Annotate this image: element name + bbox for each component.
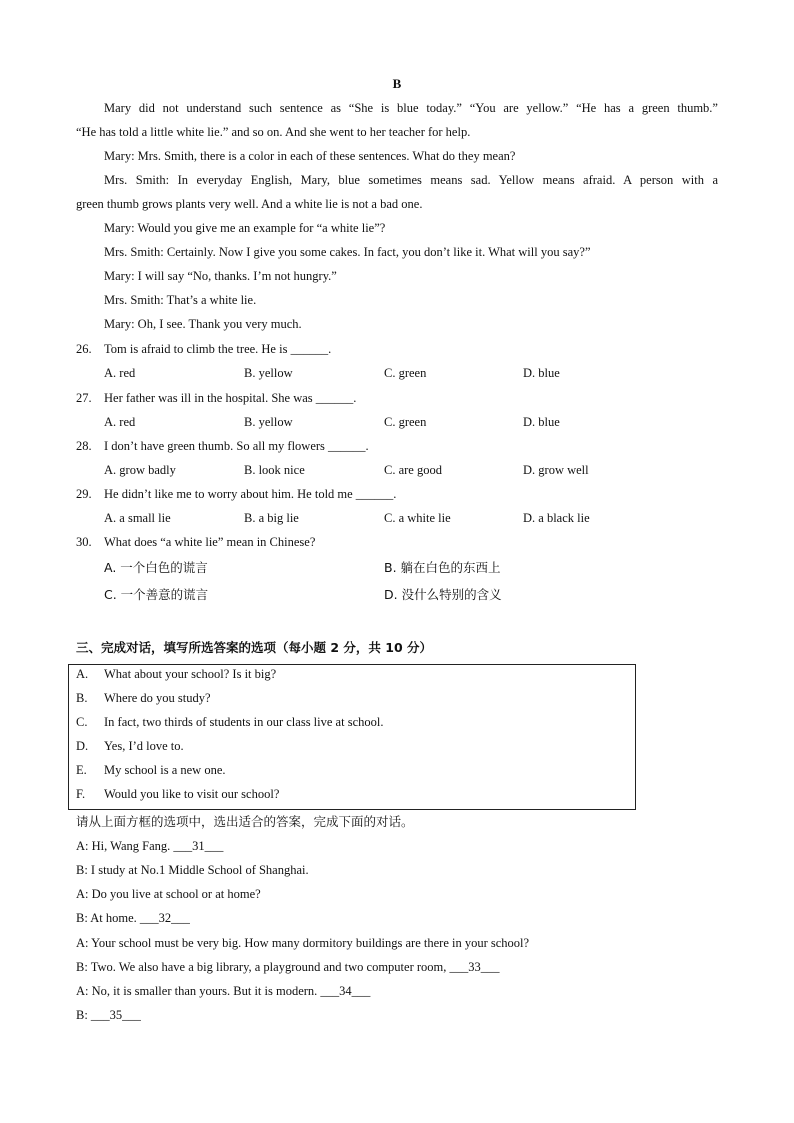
passage-line bbox=[104, 100, 718, 116]
option-c: C. are good bbox=[384, 463, 442, 477]
question-number: 27. bbox=[76, 391, 92, 405]
option-b: B. look nice bbox=[244, 463, 305, 477]
option-a: A. grow badly bbox=[104, 463, 176, 477]
box-option-letter: A. bbox=[76, 667, 89, 681]
option-d: D. 没什么特别的含义 bbox=[384, 587, 502, 602]
dialogue-line: B: ___35___ bbox=[76, 1008, 141, 1022]
option-b: B. yellow bbox=[244, 366, 293, 380]
question-text: He didn’t like me to worry about him. He told me ______. bbox=[104, 487, 397, 501]
box-option-letter: B. bbox=[76, 691, 88, 705]
question-text: Tom is afraid to climb the tree. He is ______. bbox=[104, 342, 332, 356]
passage-line: “He has told a little white lie.” and so on. And she went to her teacher for help. bbox=[76, 125, 471, 139]
passage-line: Mary: Mrs. Smith, there is a color in each of these sentences. What do they mean? bbox=[104, 149, 516, 163]
option-a: A. a small lie bbox=[104, 511, 171, 525]
passage-text: Mary did not understand such sentence as “She is blue today.” “You are yellow.” “He has a green thumb.” bbox=[104, 101, 718, 115]
box-option-text: Yes, I’d love to. bbox=[104, 739, 184, 753]
box-option-text: In fact, two thirds of students in our class live at school. bbox=[104, 715, 384, 729]
box-option-text: My school is a new one. bbox=[104, 763, 226, 777]
passage-line: Mary: I will say “No, thanks. I’m not hungry.” bbox=[104, 269, 337, 283]
section-heading: 三、完成对话，填写所选答案的选项（每小题 2 分，共 10 分） bbox=[76, 640, 433, 655]
option-b: B. 躺在白色的东西上 bbox=[384, 560, 501, 575]
section-title: B bbox=[392, 76, 402, 91]
option-a: A. red bbox=[104, 366, 136, 380]
option-b: B. a big lie bbox=[244, 511, 299, 525]
passage-line: Mrs. Smith: That’s a white lie. bbox=[104, 293, 257, 307]
option-c: C. green bbox=[384, 415, 427, 429]
box-option-text: Would you like to visit our school? bbox=[104, 787, 280, 801]
option-d: D. blue bbox=[523, 366, 560, 380]
option-a: A. red bbox=[104, 415, 136, 429]
passage-text: Mrs. Smith: In everyday English, Mary, blue sometimes means sad. Yellow means afraid. A person with a bbox=[104, 173, 718, 187]
question-text: Her father was ill in the hospital. She was ______. bbox=[104, 391, 357, 405]
box-option-letter: C. bbox=[76, 715, 88, 729]
option-d: D. a black lie bbox=[523, 511, 590, 525]
option-c: C. green bbox=[384, 366, 427, 380]
question-number: 28. bbox=[76, 439, 92, 453]
option-d: D. grow well bbox=[523, 463, 589, 477]
box-option-text: Where do you study? bbox=[104, 691, 211, 705]
box-option-letter: E. bbox=[76, 763, 87, 777]
question-number: 29. bbox=[76, 487, 92, 501]
dialogue-line: B: At home. ___32___ bbox=[76, 911, 190, 925]
question-text: What does “a white lie” mean in Chinese? bbox=[104, 535, 316, 549]
passage-line: green thumb grows plants very well. And a white lie is not a bad one. bbox=[76, 197, 423, 211]
passage-line bbox=[104, 172, 718, 188]
passage-line: Mary: Oh, I see. Thank you very much. bbox=[104, 317, 302, 331]
box-option-text: What about your school? Is it big? bbox=[104, 667, 277, 681]
option-b: B. yellow bbox=[244, 415, 293, 429]
dialogue-line: B: I study at No.1 Middle School of Shanghai. bbox=[76, 863, 309, 877]
passage-line: Mary: Would you give me an example for “a white lie”? bbox=[104, 221, 386, 235]
dialogue-line: A: No, it is smaller than yours. But it is modern. ___34___ bbox=[76, 984, 371, 998]
dialogue-line: A: Hi, Wang Fang. ___31___ bbox=[76, 839, 224, 853]
instruction-text: 请从上面方框的选项中，选出适合的答案，完成下面的对话。 bbox=[76, 814, 414, 829]
option-c: C. 一个善意的谎言 bbox=[104, 587, 209, 602]
dialogue-line: A: Do you live at school or at home? bbox=[76, 887, 261, 901]
passage-line: Mrs. Smith: Certainly. Now I give you some cakes. In fact, you don’t like it. What will you say?” bbox=[104, 245, 591, 259]
option-d: D. blue bbox=[523, 415, 560, 429]
question-number: 30. bbox=[76, 535, 92, 549]
option-c: C. a white lie bbox=[384, 511, 451, 525]
box-option-letter: F. bbox=[76, 787, 86, 801]
question-number: 26. bbox=[76, 342, 92, 356]
dialogue-line: B: Two. We also have a big library, a playground and two computer room, ___33___ bbox=[76, 960, 500, 974]
question-text: I don’t have green thumb. So all my flowers ______. bbox=[104, 439, 369, 453]
option-a: A. 一个白色的谎言 bbox=[104, 560, 208, 575]
dialogue-line: A: Your school must be very big. How many dormitory buildings are there in your school? bbox=[76, 936, 530, 950]
box-option-letter: D. bbox=[76, 739, 89, 753]
